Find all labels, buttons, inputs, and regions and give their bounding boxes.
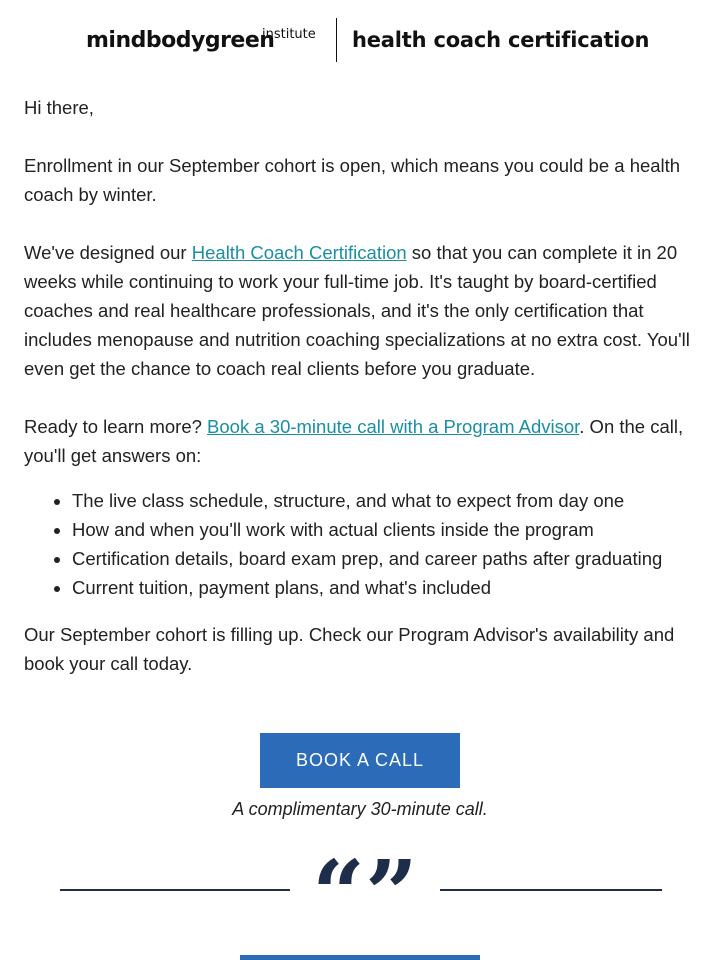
brand-suffix: institute bbox=[262, 27, 316, 42]
certification-link[interactable]: Health Coach Certification bbox=[191, 242, 407, 263]
greeting: Hi there, bbox=[24, 97, 94, 118]
email-body bbox=[24, 93, 692, 707]
list-item: • Current tuition, payment plans, and what's included bbox=[72, 573, 692, 602]
list-item: • How and when you'll work with actual clients inside the program bbox=[72, 515, 692, 544]
call-text-start: Ready to learn more? bbox=[24, 416, 208, 437]
cta-caption: A complimentary 30-minute call. bbox=[232, 799, 488, 819]
brand-logo[interactable]: mindbodygreen bbox=[86, 28, 275, 53]
intro-paragraph: Enrollment in our September cohort is open, which means you could be a health coach by winter. bbox=[24, 155, 681, 205]
header-divider bbox=[336, 18, 337, 62]
topics-list bbox=[24, 486, 692, 602]
next-button-edge[interactable] bbox=[240, 955, 480, 960]
certification-text-end: so that you can complete it in 20 weeks while continuing to work your full-time job. It's taught by board-certified coaches and real healthcare professionals, and it's the only certification that includes menopause and nutrition coaching specializations at no extra cost. You'll even get the chance to coach real clients before you graduate. bbox=[24, 242, 690, 379]
closing-paragraph: Our September cohort is filling up. Check our Program Advisor's availability and book your call today. bbox=[24, 624, 675, 674]
certification-paragraph bbox=[24, 238, 692, 383]
certification-text-start: We've designed our bbox=[24, 242, 192, 263]
divider-line-right bbox=[440, 889, 662, 891]
list-item: • Certification details, board exam prep, and career paths after graduating bbox=[72, 544, 692, 573]
email-header bbox=[0, 18, 720, 64]
book-a-call-button[interactable]: BOOK A CALL bbox=[260, 733, 460, 788]
cta-container bbox=[0, 733, 720, 788]
quote-divider bbox=[0, 840, 720, 948]
call-paragraph bbox=[24, 412, 692, 470]
list-item: • The live class schedule, structure, and what to expect from day one bbox=[72, 486, 692, 515]
divider-line-left bbox=[60, 889, 290, 891]
book-call-link[interactable]: Book a 30-minute call with a Program Advisor bbox=[207, 416, 580, 437]
quote-icon: “” bbox=[312, 840, 418, 948]
call-text-end: . On the call, you'll get answers on: bbox=[24, 416, 684, 466]
program-title: health coach certification bbox=[352, 28, 650, 52]
